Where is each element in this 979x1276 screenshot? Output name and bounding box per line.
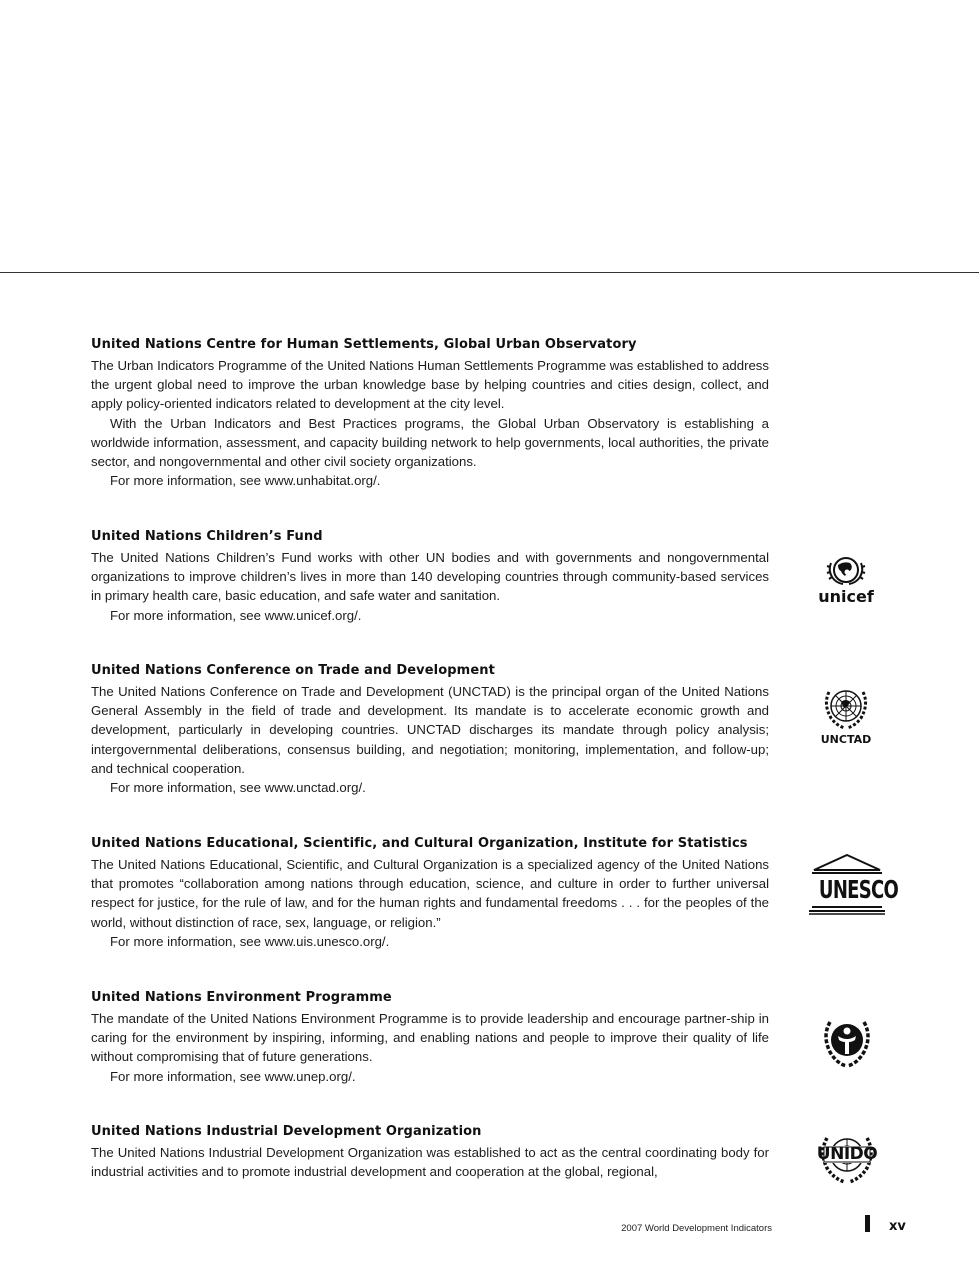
unido-wordmark: UNIDO (816, 1144, 878, 1164)
publication-title: 2007 World Development Indicators (621, 1223, 772, 1234)
unesco-wordmark: UNESCO (818, 875, 899, 904)
section-unctad (91, 662, 769, 797)
footer-bar (865, 1215, 870, 1232)
section-paragraph: The United Nations Children’s Fund works with other UN bodies and with governments and nongovernmental organizations to improve children’s lives in more than 140 developing countries through community-based services in primary health care, basic education, and safe water and sanitation. (91, 550, 769, 604)
more-info-link[interactable]: For more information, see www.unep.org/. (110, 1068, 356, 1084)
section-paragraph: The Urban Indicators Programme of the United Nations Human Settlements Programme was established to address the urgent global need to improve the urban knowledge base by helping countries and cities design, collect, and apply policy-oriented indicators related to development at the city level. (91, 358, 769, 412)
section-heading: United Nations Educational, Scientific, and Cultural Organization, Institute for Statistics (91, 836, 748, 851)
section-paragraph: The United Nations Conference on Trade and Development (UNCTAD) is the principal organ of the United Nations General Assembly in the field of trade and development. Its mandate is to accelerate economic growth and development, particularly in developing countries. UNCTAD discharges its mandate through policy analysis; intergovernmental deliberations, consensus building, and negotiation; monitoring, implementation, and follow-up; and technical cooperation. (91, 684, 769, 776)
unesco-logo (808, 854, 899, 916)
section-unido (91, 1123, 769, 1181)
unicef-logo (810, 553, 882, 605)
section-un-habitat (91, 336, 769, 490)
section-heading: United Nations Environment Programme (91, 990, 392, 1005)
section-paragraph: The United Nations Industrial Development Organization was established to act as the central coordinating body for industrial activities and to promote industrial development and cooperation at the global, regional, (91, 1145, 769, 1180)
unicef-wordmark: unicef (818, 587, 874, 606)
more-info-link[interactable]: For more information, see www.unicef.org/. (110, 607, 362, 623)
unctad-logo (810, 682, 882, 746)
more-info-link[interactable]: For more information, see www.uis.unesco.org/. (110, 933, 390, 949)
section-heading: United Nations Industrial Development Organization (91, 1124, 482, 1139)
more-info-link[interactable]: For more information, see www.unctad.org/. (110, 780, 366, 796)
unep-logo (818, 1014, 876, 1070)
section-unep (91, 989, 769, 1086)
section-heading: United Nations Children’s Fund (91, 529, 323, 544)
page-number: xv (889, 1219, 906, 1234)
section-paragraph: The mandate of the United Nations Environment Programme is to provide leadership and encourage partner-ship in caring for the environment by inspiring, informing, and enabling nations and people to improve their quality of life without compromising that of future generations. (91, 1011, 769, 1065)
page-footer (600, 1215, 910, 1239)
section-paragraph: With the Urban Indicators and Best Practices programs, the Global Urban Observatory is establishing a worldwide information, assessment, and capacity building network to help governments, local authorities, the private sector, and nongovernmental and other civil society organizations. (91, 415, 769, 470)
more-info-link[interactable]: For more information, see www.unhabitat.org/. (110, 473, 381, 489)
unicef-logo-icon (822, 553, 870, 591)
unctad-wordmark: UNCTAD (820, 733, 872, 746)
un-emblem-icon (817, 682, 875, 732)
section-unicef (91, 528, 769, 625)
section-heading: United Nations Centre for Human Settlements, Global Urban Observatory (91, 337, 637, 352)
unep-logo-icon (818, 1014, 876, 1070)
section-paragraph: The United Nations Educational, Scientific, and Cultural Organization is a specialized agency of the United Nations that promotes “collaboration among nations through education, science, and culture in order to further universal respect for justice, for the rule of law, and for the human rights and fundamental freedoms . . . for the peoples of the world, without distinction of race, sex, language, or religion.” (91, 857, 769, 930)
section-unesco (91, 835, 769, 951)
header-divider (0, 272, 979, 273)
section-heading: United Nations Conference on Trade and Development (91, 663, 495, 678)
unido-logo (815, 1128, 879, 1186)
